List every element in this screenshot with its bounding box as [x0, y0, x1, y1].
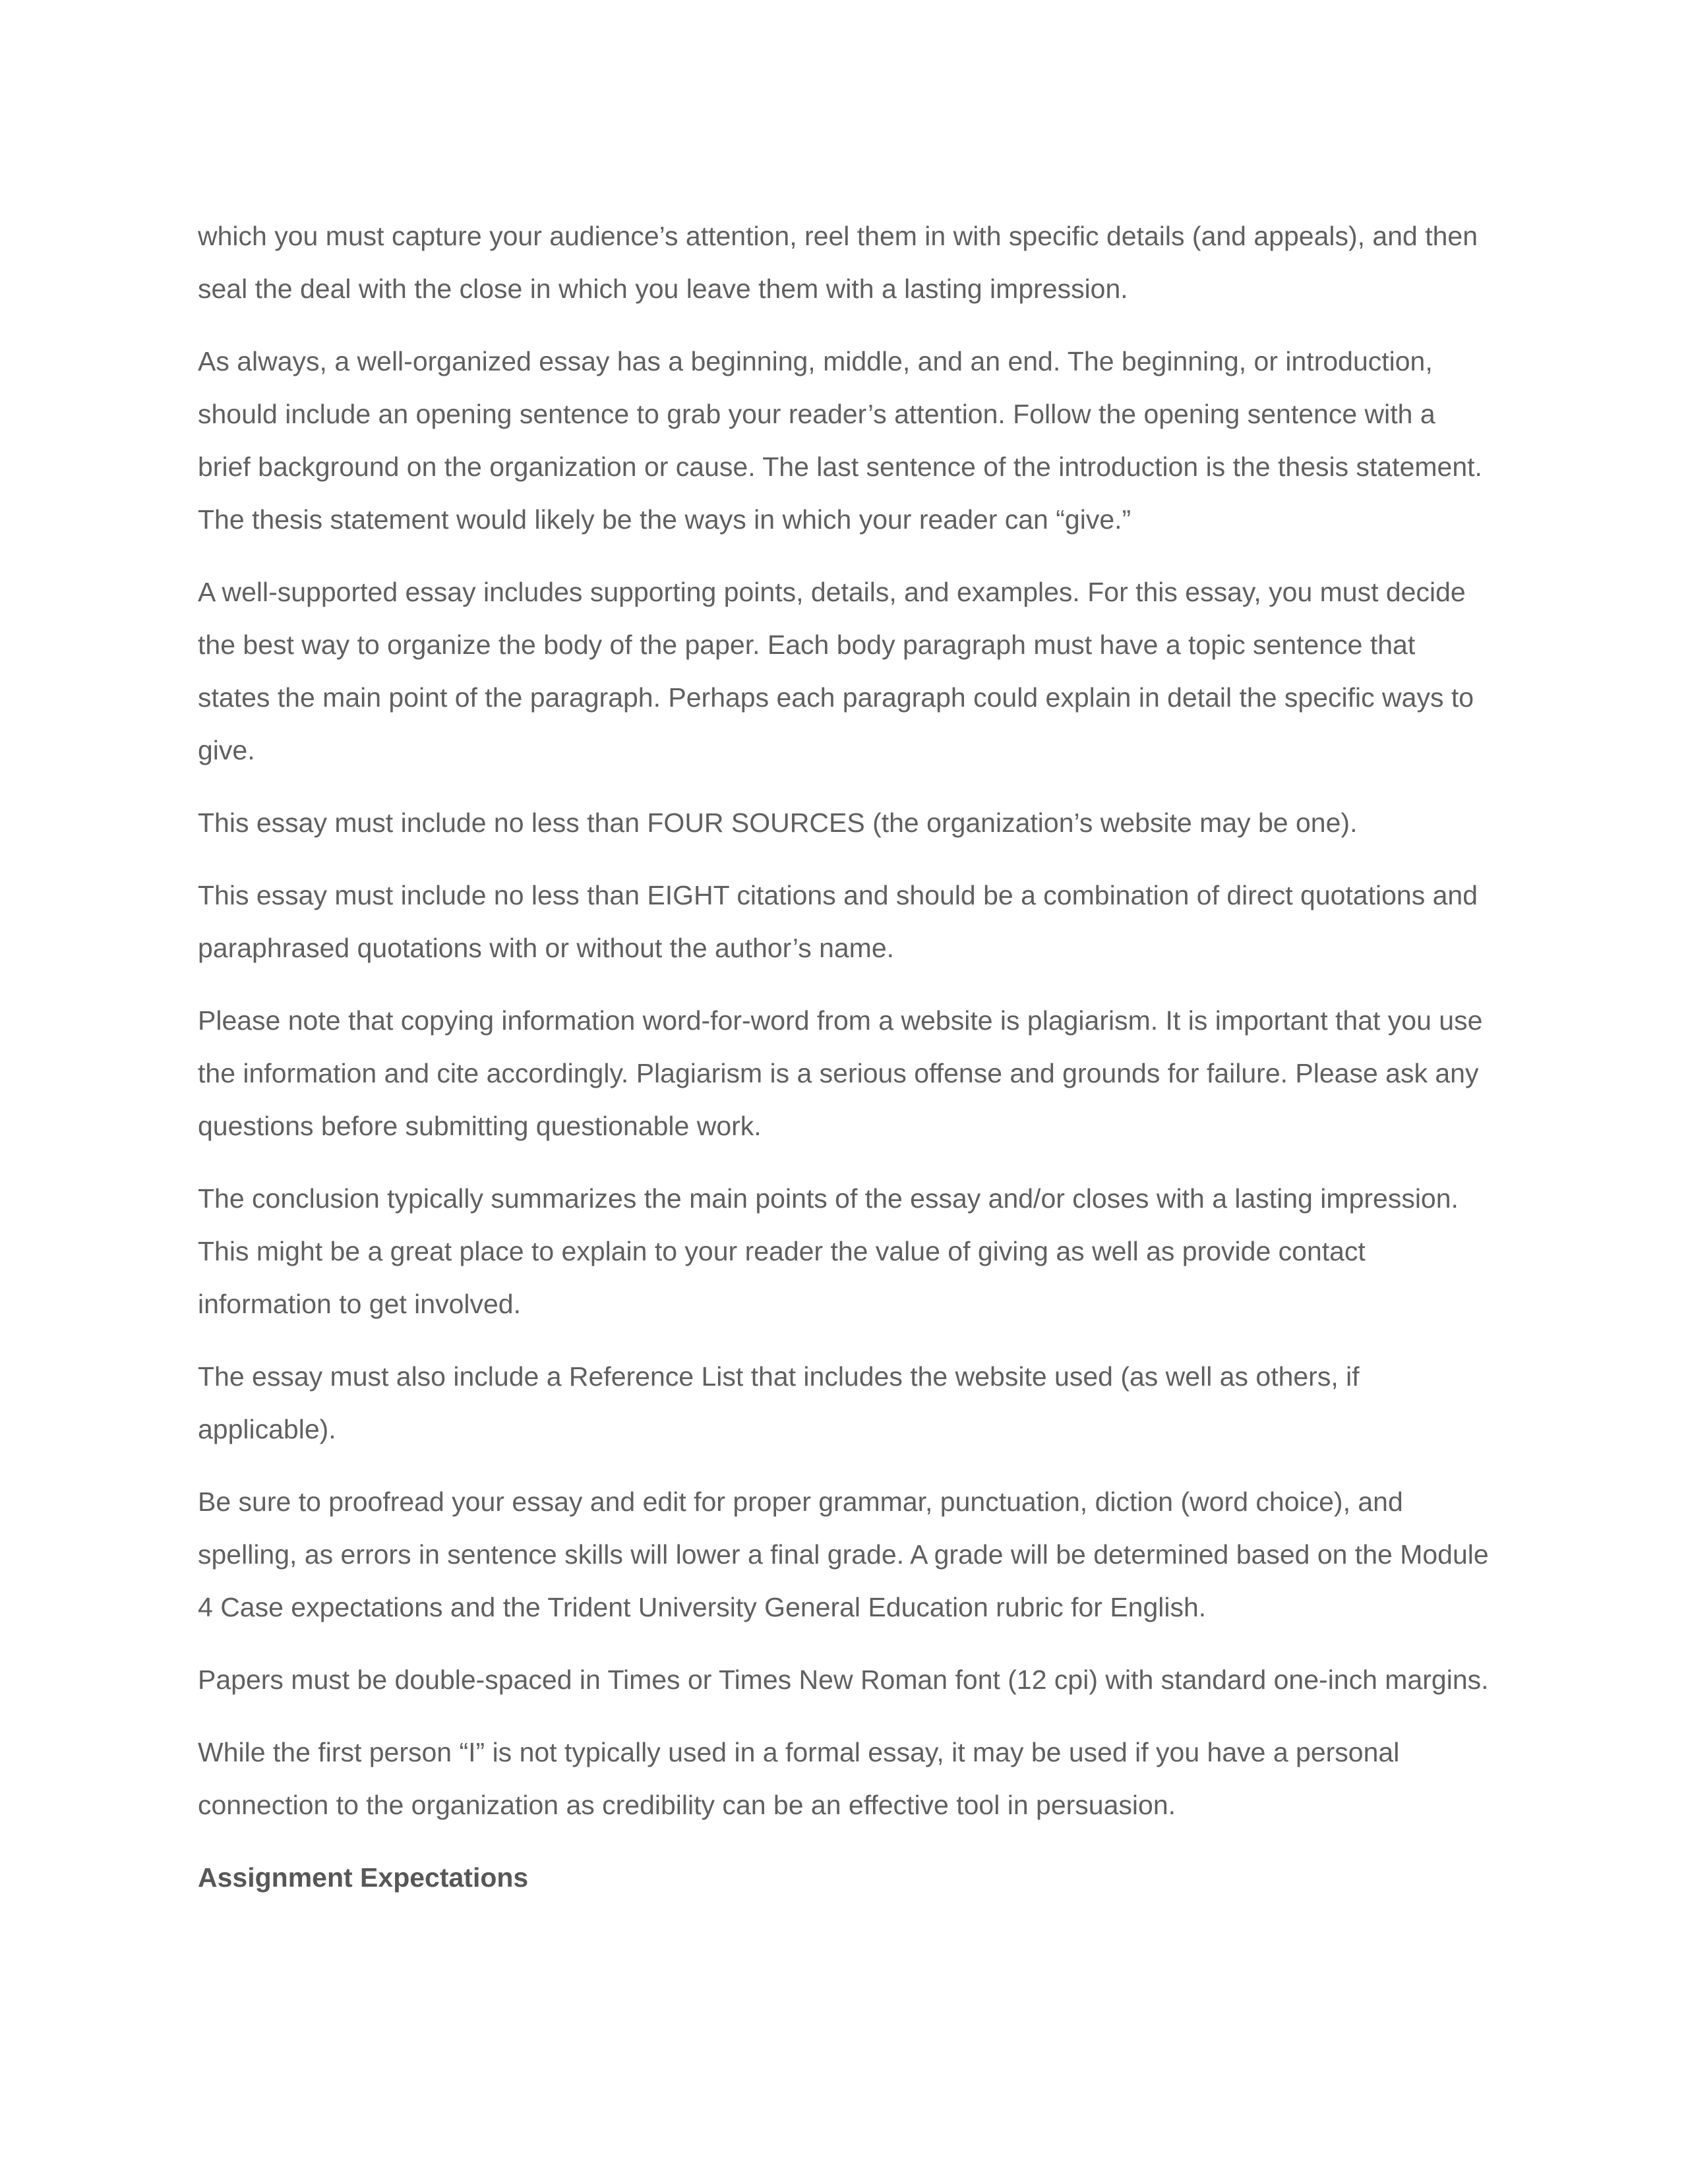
- paragraph-support: A well-supported essay includes supporting points, details, and examples. For this essay, you must decide the best way to organize the body of the paper. Each body paragraph must have a topic sentence that states the main point of the paragraph. Perhaps each paragraph could explain in detail the specific ways to give.: [198, 577, 1474, 765]
- paragraph-proofread: Be sure to proofread your essay and edit for proper grammar, punctuation, diction (word choice), and spelling, as errors in sentence skills will lower a final grade. A grade will be determined based on the Module 4 Case expectations and the Trident University General Education rubric for English.: [198, 1487, 1489, 1622]
- paragraph-first-person: While the first person “I” is not typically used in a formal essay, it may be used if you have a personal connection to the organization as credibility can be an effective tool in persuasion.: [198, 1737, 1400, 1820]
- paragraph-intro-continuation: which you must capture your audience’s attention, reel them in with specific details (and appeals), and then seal the deal with the close in which you leave them with a lasting impression.: [198, 221, 1478, 304]
- document-body: [198, 210, 1490, 1904]
- paragraph-reference-list: The essay must also include a Reference List that includes the website used (as well as others, if applicable).: [198, 1361, 1360, 1444]
- paragraph-conclusion: The conclusion typically summarizes the main points of the essay and/or closes with a lasting impression. This might be a great place to explain to your reader the value of giving as well as provide contact information to get involved.: [198, 1183, 1459, 1319]
- paragraph-formatting: Papers must be double-spaced in Times or Times New Roman font (12 cpi) with standard one-inch margins.: [198, 1665, 1489, 1695]
- paragraph-plagiarism: Please note that copying information word-for-word from a website is plagiarism. It is important that you use the information and cite accordingly. Plagiarism is a serious offense and grounds for failure. Please ask any questions before submitting questionable work.: [198, 1005, 1483, 1141]
- paragraph-citations: This essay must include no less than EIGHT citations and should be a combination of direct quotations and paraphrased quotations with or without the author’s name.: [198, 880, 1478, 963]
- paragraph-sources: This essay must include no less than FOUR SOURCES (the organization’s website may be one).: [198, 808, 1358, 838]
- paragraph-organization: As always, a well-organized essay has a beginning, middle, and an end. The beginning, or introduction, should include an opening sentence to grab your reader’s attention. Follow the opening sentence with a brief background on the organization or cause. The last sentence of the introduction is the thesis statement. The thesis statement would likely be the ways in which your reader can “give.”: [198, 346, 1482, 535]
- section-heading: Assignment Expectations: [198, 1862, 529, 1893]
